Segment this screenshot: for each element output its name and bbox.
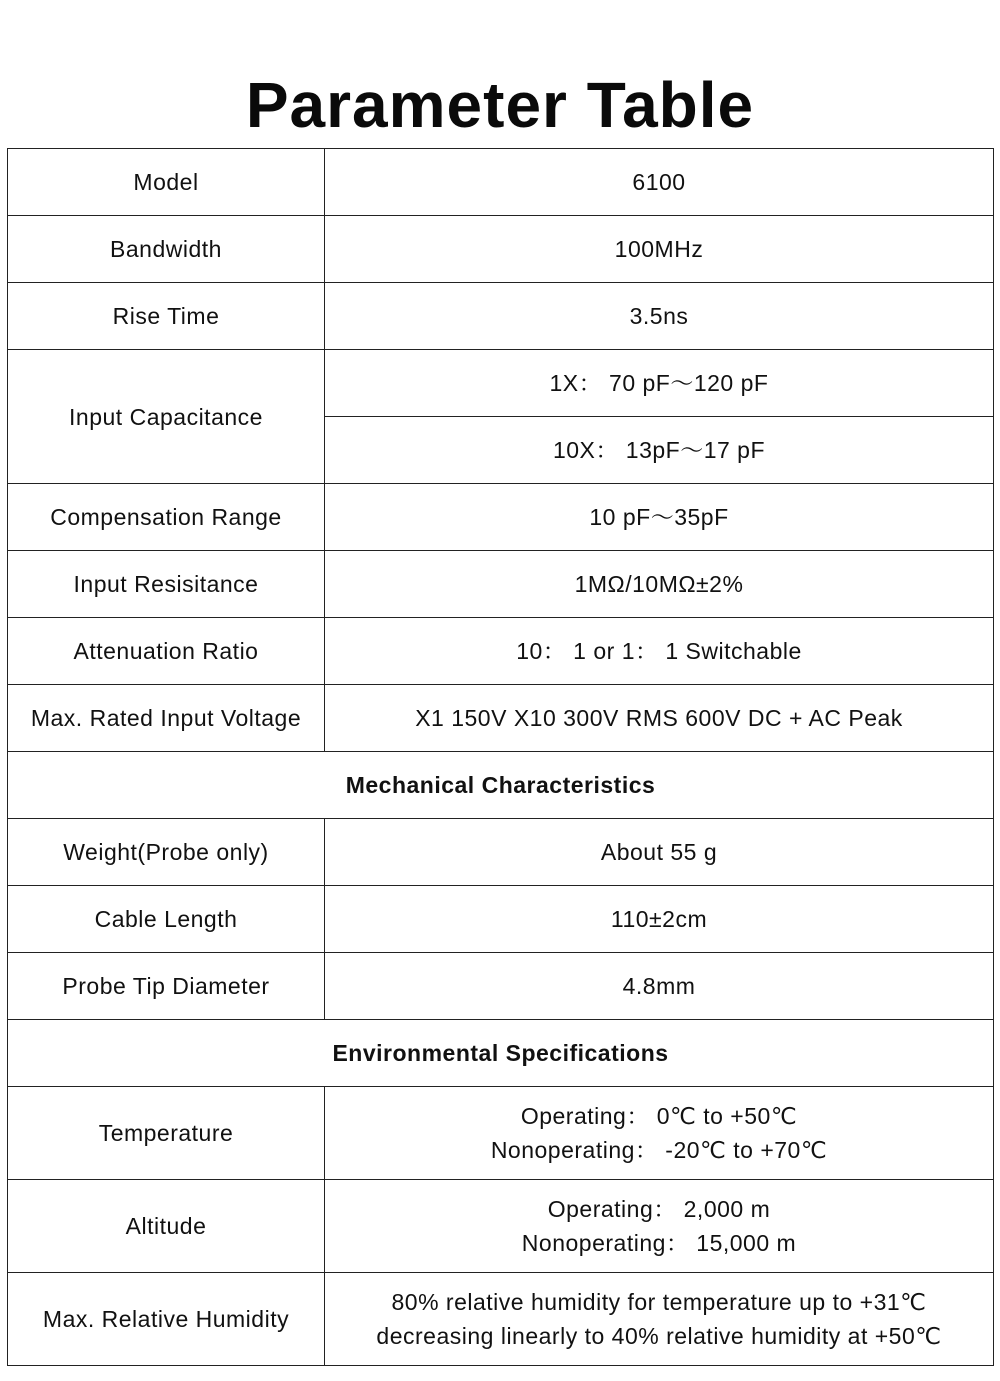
section-heading-mechanical: Mechanical Characteristics: [8, 752, 994, 819]
row-label: Max. Rated Input Voltage: [8, 685, 325, 752]
table-row: [8, 216, 994, 283]
row-value: 100MHz: [325, 216, 994, 283]
row-label: Weight(Probe only): [8, 819, 325, 886]
row-value: 1X： 70 pF～120 pF: [325, 350, 994, 417]
row-label: Probe Tip Diameter: [8, 953, 325, 1020]
row-value: 10X： 13pF～17 pF: [325, 417, 994, 484]
row-value: 110±2cm: [325, 886, 994, 953]
section-row: [8, 752, 994, 819]
row-value: 10： 1 or 1： 1 Switchable: [325, 618, 994, 685]
row-value: 10 pF～35pF: [325, 484, 994, 551]
value-line: Nonoperating： -20℃ to +70℃: [490, 1137, 828, 1163]
row-label: Bandwidth: [8, 216, 325, 283]
table-row: [8, 1087, 994, 1180]
table-row: [8, 350, 994, 417]
table-row: [8, 953, 994, 1020]
row-value: About 55 g: [325, 819, 994, 886]
row-label: Model: [8, 149, 325, 216]
table-row: [8, 886, 994, 953]
section-heading-environmental: Environmental Specifications: [8, 1020, 994, 1087]
row-value: [325, 1180, 994, 1273]
row-value: [325, 1273, 994, 1366]
row-label: Attenuation Ratio: [8, 618, 325, 685]
value-line: Operating： 0℃ to +50℃: [520, 1103, 798, 1129]
section-row: [8, 1020, 994, 1087]
row-label: Compensation Range: [8, 484, 325, 551]
value-line: Nonoperating： 15,000 m: [521, 1230, 797, 1256]
row-value: X1 150V X10 300V RMS 600V DC + AC Peak: [325, 685, 994, 752]
value-line: decreasing linearly to 40% relative humidity at +50℃: [376, 1323, 942, 1349]
row-value: 4.8mm: [325, 953, 994, 1020]
row-label: Altitude: [8, 1180, 325, 1273]
row-label: Rise Time: [8, 283, 325, 350]
parameter-table: [7, 148, 994, 1366]
table-row: [8, 1180, 994, 1273]
table-row: [8, 618, 994, 685]
value-line: Operating： 2,000 m: [547, 1196, 771, 1222]
table-row: [8, 685, 994, 752]
table-row: [8, 149, 994, 216]
table-row: [8, 283, 994, 350]
table-row: [8, 484, 994, 551]
table-row: [8, 1273, 994, 1366]
row-value: 1MΩ/10MΩ±2%: [325, 551, 994, 618]
row-label: Input Capacitance: [8, 350, 325, 484]
row-value: [325, 1087, 994, 1180]
row-label: Temperature: [8, 1087, 325, 1180]
row-label: Input Resisitance: [8, 551, 325, 618]
page-title: Parameter Table: [245, 69, 755, 141]
row-label: Cable Length: [8, 886, 325, 953]
table-row: [8, 551, 994, 618]
row-value: 3.5ns: [325, 283, 994, 350]
row-value: 6100: [325, 149, 994, 216]
table-row: [8, 819, 994, 886]
row-label: Max. Relative Humidity: [8, 1273, 325, 1366]
value-line: 80% relative humidity for temperature up to +31℃: [391, 1289, 927, 1315]
